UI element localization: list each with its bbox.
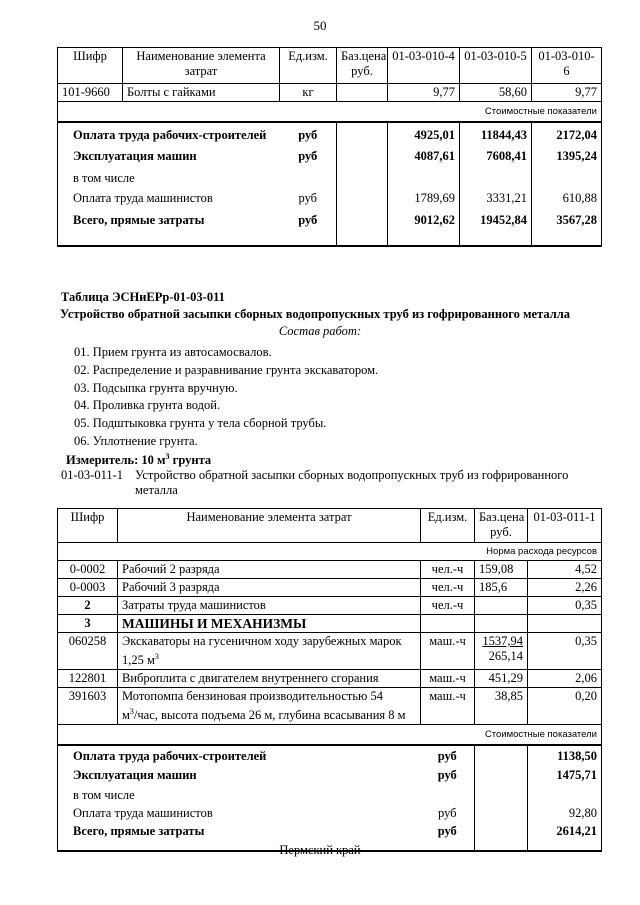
item-code: 01-03-011-1 <box>61 468 124 482</box>
header-name: Наименование элемента затрат <box>123 48 280 84</box>
table-header-row <box>58 48 602 84</box>
cost-row: Эксплуатация машин руб 4087,61 7608,41 1395,24 <box>58 148 602 170</box>
work-item: 05. Подштыковка грунта у тела сборной трубы. <box>74 416 327 431</box>
resource-table-010 <box>57 47 602 247</box>
cost-row: Эксплуатация машин руб 1475,71 <box>58 767 602 787</box>
works-title: Состав работ: <box>278 324 362 338</box>
table-row: 101-9660 Болты с гайками кг 9,77 58,60 9,77 <box>58 84 602 102</box>
header-code: Шифр <box>58 48 123 84</box>
header-col-2: 01-03-010-5 <box>460 48 532 84</box>
header-col-3: 01-03-010-6 <box>532 48 602 84</box>
cost-caption: Стоимостные показатели <box>58 102 602 122</box>
page-number: 50 <box>313 18 327 33</box>
measure: Измеритель: 10 $м^3$ грунта <box>66 452 212 468</box>
table-row-section: 3 МАШИНЫ И МЕХАНИЗМЫ <box>58 615 602 633</box>
cost-caption-row <box>58 725 602 745</box>
table-label: Таблица ЭСНиЕРр-01-03-011 <box>61 290 225 304</box>
cost-row: Оплата труда машинистов руб 1789,69 3331,21 610,88 <box>58 190 602 212</box>
norm-caption: Норма расхода ресурсов <box>58 543 602 561</box>
cost-row: Оплата труда рабочих-строителей руб 1138,50 <box>58 745 602 767</box>
table-row: 2 Затраты труда машинистов чел.-ч 0,35 <box>58 597 602 615</box>
item-text: Устройство обратной засыпки сборных водопропускных труб из гофрированного металла <box>135 468 569 497</box>
header-unit: Ед.изм. <box>280 48 337 84</box>
table-row: 060258 Экскаваторы на гусеничном ходу зарубежных марок 1,25 $м^3$ маш.-ч 1537,94 265,14 0,35 <box>58 633 602 670</box>
cost-caption-row <box>58 102 602 122</box>
cost-row: в том числе <box>58 170 602 190</box>
work-item: 02. Распределение и разравнивание грунта экскаватором. <box>74 362 379 377</box>
works-list <box>74 344 378 451</box>
cost-row: Оплата труда рабочих-строителей руб 4925,01 11844,43 2172,04 <box>58 122 602 148</box>
section-title: Устройство обратной засыпки сборных водопропускных труб из гофрированного металла <box>60 307 571 321</box>
work-item: 06. Уплотнение грунта. <box>74 433 198 448</box>
footer-region: Пермский край <box>279 843 361 857</box>
work-item: 04. Проливка грунта водой. <box>74 398 221 413</box>
work-item: 03. Подсыпка грунта вручную. <box>74 380 238 395</box>
header-code: Шифр <box>58 509 118 543</box>
header-price: Баз.цена руб. <box>475 509 528 543</box>
cost-row: в том числе <box>58 787 602 805</box>
cost-row-total: Всего, прямые затраты руб 2614,21 <box>58 823 602 851</box>
table-row: 0-0002 Рабочий 2 разряда чел.-ч 159,08 4,52 <box>58 561 602 579</box>
cost-row-total: Всего, прямые затраты руб 9012,62 19452,84 3567,28 <box>58 212 602 246</box>
header-price: Баз.цена руб. <box>337 48 388 84</box>
work-item: 01. Прием грунта из автосамосвалов. <box>74 345 272 359</box>
cost-caption: Стоимостные показатели <box>58 725 602 745</box>
norm-caption-row <box>58 543 602 561</box>
header-name: Наименование элемента затрат <box>118 509 421 543</box>
header-unit: Ед.изм. <box>421 509 475 543</box>
table-row: 122801 Виброплита с двигателем внутреннего сгорания маш.-ч 451,29 2,06 <box>58 670 602 688</box>
table-row: 391603 Мотопомпа бензиновая производительностью 54 $м^3$/час, высота подъема 26 м, глубина всасывания 8 м маш.-ч 38,85 0,20 <box>58 688 602 725</box>
table-row: 0-0003 Рабочий 3 разряда чел.-ч 185,6 2,26 <box>58 579 602 597</box>
cost-row: Оплата труда машинистов руб 92,80 <box>58 805 602 823</box>
table-header-row <box>58 509 602 543</box>
header-col-1: 01-03-011-1 <box>528 509 602 543</box>
header-col-1: 01-03-010-4 <box>388 48 460 84</box>
resource-table-011 <box>57 508 602 852</box>
